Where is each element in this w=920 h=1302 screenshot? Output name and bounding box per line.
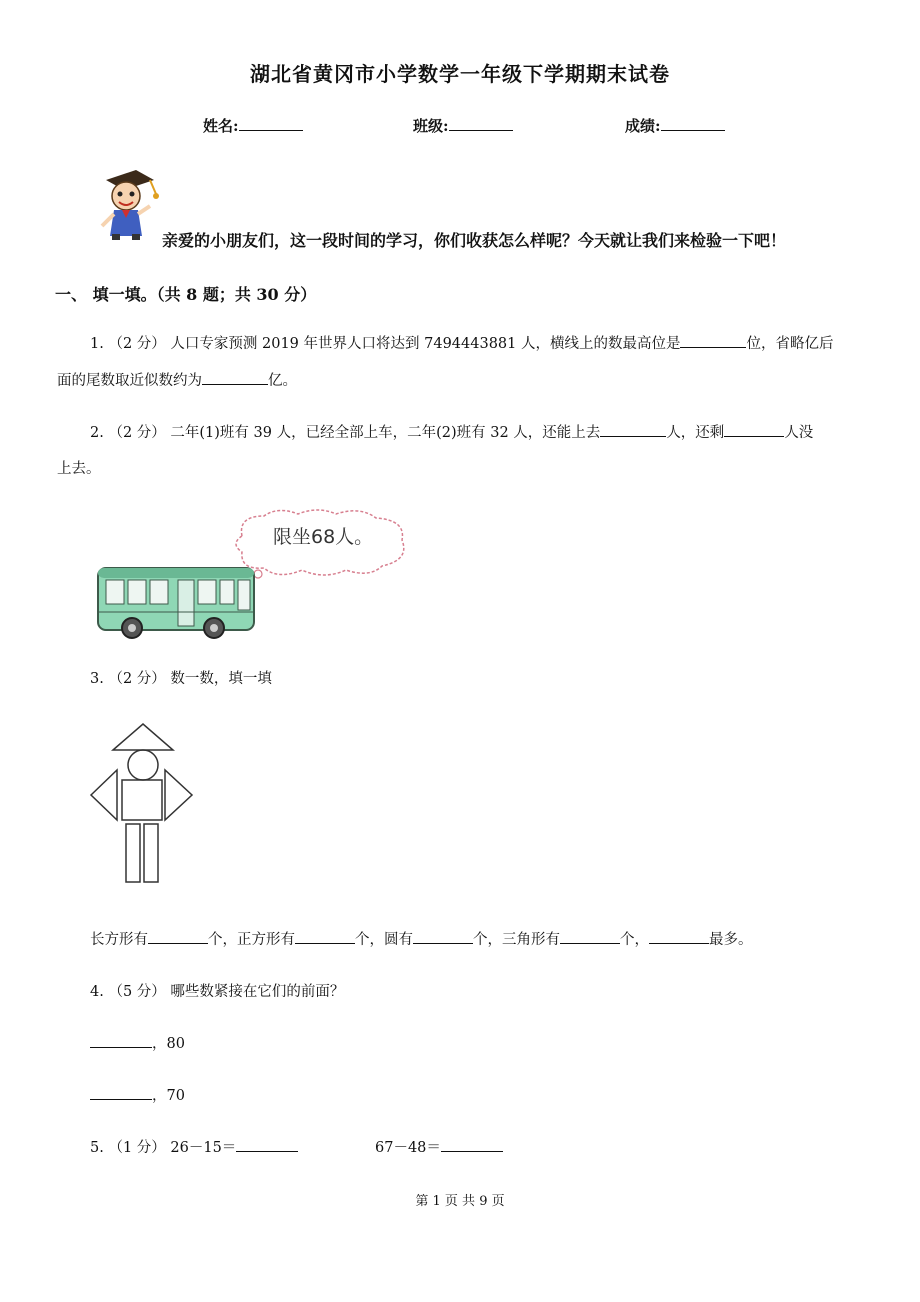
question-4-row-1: [90, 1033, 185, 1054]
q2-blank-2: [724, 422, 784, 437]
q5-text-1: 5. （1 分） 26－15＝: [90, 1140, 237, 1156]
name-blank: [239, 116, 303, 131]
class-blank: [449, 116, 513, 131]
q5-text-2: 67－48＝: [375, 1140, 441, 1156]
mascot-doctor-icon: [92, 168, 168, 244]
question-5-part-2: [375, 1137, 503, 1158]
question-2-line-1: [90, 422, 813, 443]
q3-text-2: 个，正方形有: [208, 932, 295, 948]
triangle-left: [91, 770, 117, 820]
q1-blank-1: [680, 333, 746, 348]
q3-text-6: 最多。: [709, 932, 753, 948]
q2-text-c: 人没: [784, 425, 814, 441]
q3-blank-1: [148, 929, 208, 944]
q3-text-5: 个，: [620, 932, 649, 948]
name-label: 姓名:: [203, 117, 239, 135]
q3-blank-2: [295, 929, 355, 944]
q1-text-d: 亿。: [268, 373, 297, 389]
q2-text-a: 2. （2 分） 二年(1)班有 39 人，已经全部上车，二年(2)班有 32 人，还能上去: [90, 425, 601, 441]
q5-blank-2: [441, 1137, 503, 1152]
page-title: 湖北省黄冈市小学数学一年级下学期期末试卷: [250, 62, 670, 86]
triangle-top: [113, 724, 173, 750]
class-label: 班级:: [413, 117, 449, 135]
q3-text-1: 长方形有: [90, 932, 148, 948]
q3-text-4: 个，三角形有: [473, 932, 560, 948]
question-4-stem: 4. （5 分） 哪些数紧接在它们的前面？: [90, 984, 345, 1000]
circle-head: [128, 750, 158, 780]
triangle-right: [165, 770, 192, 820]
class-field: [413, 115, 513, 136]
question-2-line-2: 上去。: [57, 461, 101, 477]
q1-text-b: 位，省略亿后: [746, 336, 834, 352]
greeting-text: 亲爱的小朋友们，这一段时间的学习，你们收获怎么样呢？今天就让我们来检验一下吧！: [162, 231, 787, 250]
name-field: [203, 115, 303, 136]
score-blank: [661, 116, 725, 131]
question-1-line-2: [57, 370, 297, 391]
q4-row1-text: ，80: [152, 1036, 185, 1052]
q3-blank-4: [560, 929, 620, 944]
score-label: 成绩:: [625, 117, 661, 135]
q1-text-a: 1. （2 分） 人口专家预测 2019 年世界人口将达到 7494443881 人，横线上的数最高位是: [90, 336, 681, 352]
rectangle-leg-right: [144, 824, 158, 882]
q4-row2-text: ，70: [152, 1088, 185, 1104]
q1-blank-2: [202, 370, 268, 385]
q3-text-3: 个，圆有: [355, 932, 413, 948]
q4-blank-2: [90, 1085, 152, 1100]
score-field: [625, 115, 725, 136]
question-3-answer-line: [90, 929, 753, 950]
shape-figure: [88, 720, 198, 886]
q3-blank-5: [649, 929, 709, 944]
bubble-text: 限坐68人。: [273, 526, 374, 548]
question-1-line-1: [90, 333, 833, 354]
q2-text-b: 人，还剩: [666, 425, 725, 441]
q5-blank-1: [236, 1137, 298, 1152]
question-4-row-2: [90, 1085, 185, 1106]
question-3-stem: 3. （2 分） 数一数，填一填: [90, 671, 272, 687]
q3-blank-3: [413, 929, 473, 944]
q1-text-c: 面的尾数取近似数约为: [57, 373, 202, 389]
square-body: [122, 780, 162, 820]
rectangle-leg-left: [126, 824, 140, 882]
q4-blank-1: [90, 1033, 152, 1048]
question-5-part-1: [90, 1137, 298, 1158]
page-footer: 第 1 页 共 9 页: [415, 1194, 505, 1209]
q2-blank-1: [600, 422, 666, 437]
bus-icon: [98, 568, 254, 638]
section-1-heading: 一、 填一填。（共 8 题；共 30 分）: [55, 285, 317, 304]
